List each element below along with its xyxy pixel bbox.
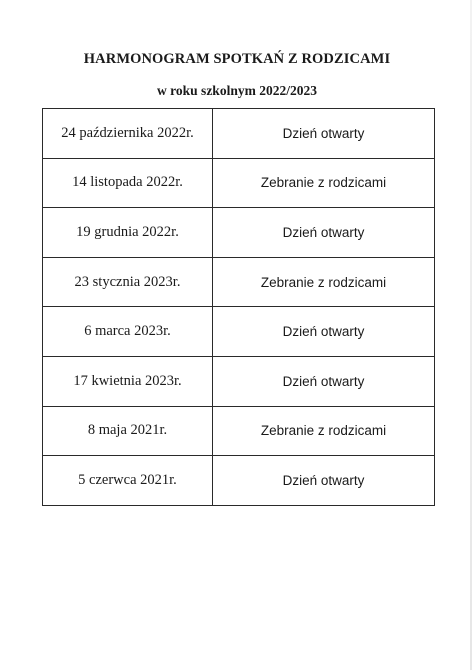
- date-cell: 24 października 2022r.: [43, 109, 213, 159]
- table-row: [43, 356, 435, 406]
- date-cell: 6 marca 2023r.: [43, 307, 213, 357]
- event-cell: Dzień otwarty: [213, 208, 435, 258]
- table-row: [43, 307, 435, 357]
- table-row: [43, 208, 435, 258]
- event-cell: Dzień otwarty: [213, 456, 435, 506]
- event-cell: Dzień otwarty: [213, 356, 435, 406]
- event-cell: Dzień otwarty: [213, 109, 435, 159]
- table-row: [43, 406, 435, 456]
- event-cell: Zebranie z rodzicami: [213, 406, 435, 456]
- schedule-table-body: [43, 109, 435, 506]
- date-cell: 8 maja 2021r.: [43, 406, 213, 456]
- table-row: [43, 257, 435, 307]
- event-cell: Zebranie z rodzicami: [213, 257, 435, 307]
- page-title: HARMONOGRAM SPOTKAŃ Z RODZICAMI: [83, 51, 391, 67]
- page-subtitle: w roku szkolnym 2022/2023: [157, 83, 317, 98]
- date-cell: 23 stycznia 2023r.: [43, 257, 213, 307]
- date-cell: 5 czerwca 2021r.: [43, 456, 213, 506]
- table-row: [43, 158, 435, 208]
- event-cell: Zebranie z rodzicami: [213, 158, 435, 208]
- scan-edge-divider: [470, 0, 472, 670]
- date-cell: 19 grudnia 2022r.: [43, 208, 213, 258]
- table-row: [43, 109, 435, 159]
- table-row: [43, 456, 435, 506]
- event-cell: Dzień otwarty: [213, 307, 435, 357]
- schedule-table: [42, 108, 435, 506]
- date-cell: 14 listopada 2022r.: [43, 158, 213, 208]
- date-cell: 17 kwietnia 2023r.: [43, 356, 213, 406]
